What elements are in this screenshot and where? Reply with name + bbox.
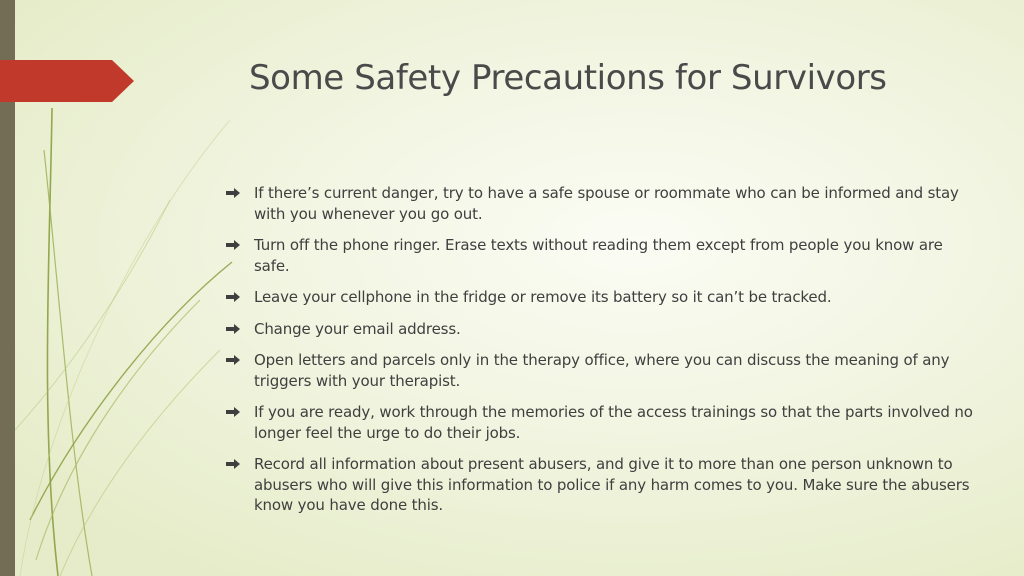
arrow-right-icon <box>226 188 240 198</box>
bullet-item <box>226 287 976 308</box>
arrow-right-icon <box>226 459 240 469</box>
bullet-text: Change your email address. <box>254 319 461 338</box>
arrow-right-icon <box>226 407 240 417</box>
bullet-text: If you are ready, work through the memories of the access trainings so that the parts involved no longer feel the urge to do their jobs. <box>254 403 973 442</box>
bullet-item <box>226 454 976 516</box>
bullet-item <box>226 235 976 276</box>
bullet-text: If there’s current danger, try to have a safe spouse or roommate who can be informed and stay with you whenever you go out. <box>254 184 959 223</box>
arrow-right-icon <box>226 240 240 250</box>
arrow-right-icon <box>226 324 240 334</box>
arrow-right-icon <box>226 355 240 365</box>
bullet-text: Record all information about present abusers, and give it to more than one person unknown to abusers who will give this information to police if any harm comes to you. Make sure the abusers know you have done this. <box>254 455 970 514</box>
bullet-item <box>226 350 976 391</box>
bullet-text: Leave your cellphone in the fridge or remove its battery so it can’t be tracked. <box>254 288 832 306</box>
bullet-item <box>226 402 976 443</box>
bullet-list <box>226 183 976 527</box>
slide-title: Some Safety Precautions for Survivors <box>249 58 887 98</box>
title-arrow-shape <box>0 60 134 102</box>
bullet-text: Turn off the phone ringer. Erase texts without reading them except from people you know are safe. <box>254 236 943 275</box>
bullet-item <box>226 319 976 340</box>
bullet-item <box>226 183 976 224</box>
bullet-text: Open letters and parcels only in the therapy office, where you can discuss the meaning of any triggers with your therapist. <box>254 351 950 390</box>
arrow-right-icon <box>226 292 240 302</box>
